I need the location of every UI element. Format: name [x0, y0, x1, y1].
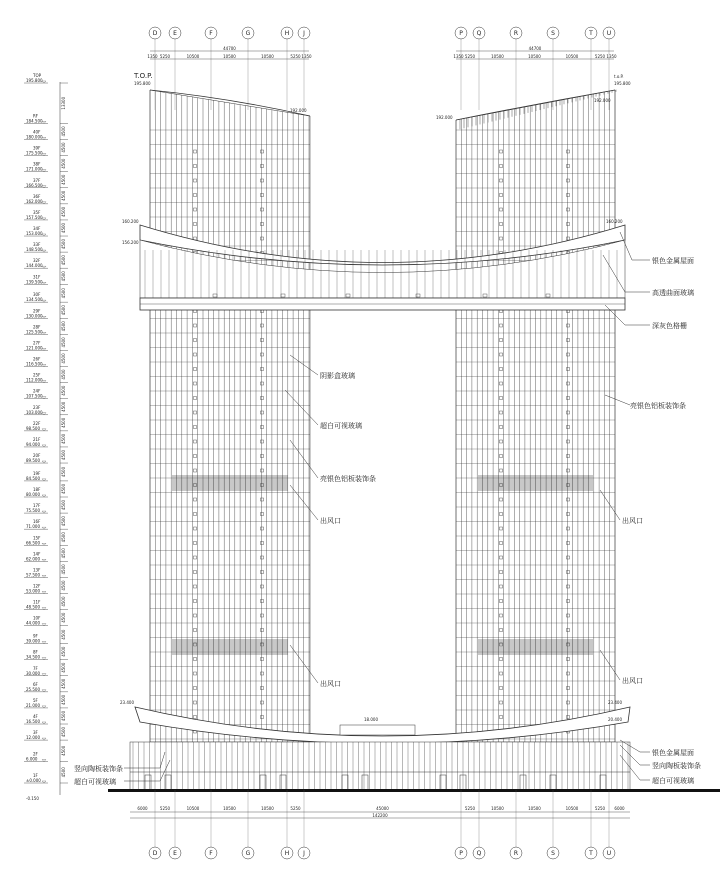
dim-span: 1350 — [606, 54, 617, 59]
level-elev: 166.500 — [26, 182, 43, 188]
dim-span: 10500 — [565, 806, 579, 811]
level-elev: ±0.000 — [26, 778, 41, 783]
level-name: 31F — [33, 274, 41, 280]
level-elev: 125.500 — [26, 329, 43, 335]
level-name: 10F — [33, 615, 41, 621]
axis-bubble-bottom-D — [149, 847, 161, 859]
level-name: 35F — [33, 209, 41, 215]
level-name: 4F — [33, 714, 38, 720]
level-spacing: 4500 — [61, 449, 66, 461]
level-spacing: 4500 — [61, 206, 66, 217]
ground-elev: -0.150 — [26, 796, 39, 801]
dim-span: 5250 — [464, 54, 476, 59]
podium-left-elev: 23.400 — [120, 700, 134, 705]
level-triangle-icon — [42, 624, 46, 626]
level-elev: 30.000 — [26, 670, 40, 676]
axis-bubble-bottom-S — [547, 847, 559, 859]
level-triangle-icon — [42, 266, 46, 268]
left-roof-low-elev: 192.000 — [290, 108, 307, 113]
level-name: 30F — [33, 292, 41, 298]
level-triangle-icon — [42, 690, 46, 692]
dim-span: 10500 — [528, 54, 541, 59]
level-name: 18F — [33, 487, 41, 492]
axis-bubble-bottom-T — [585, 847, 597, 859]
axis-bubble-top-U — [603, 27, 615, 39]
level-spacing: 4500 — [61, 710, 66, 722]
level-name: 14F — [33, 551, 41, 557]
level-elev: 180.000 — [26, 134, 43, 140]
level-triangle-icon — [42, 608, 46, 610]
level-spacing: 4500 — [61, 564, 66, 575]
axis-bubble-top-D — [149, 27, 161, 39]
axis-label: G — [245, 30, 251, 38]
level-elev: 66.500 — [26, 540, 40, 546]
level-spacing: 4500 — [61, 255, 66, 266]
level-spacing: 4500 — [61, 580, 66, 591]
level-triangle-icon — [42, 332, 46, 334]
level-triangle-icon — [42, 592, 46, 594]
dim-span: 10500 — [261, 806, 274, 811]
ground-line — [108, 789, 720, 792]
level-elev: 153.000 — [26, 231, 43, 237]
level-triangle-icon — [42, 381, 46, 383]
level-name: 8F — [33, 649, 38, 655]
level-scale — [24, 73, 68, 801]
level-elev: 121.000 — [26, 345, 43, 351]
label-aluminum-strip-right: 亮银色铝板装饰条 — [630, 402, 686, 410]
level-spacing: 4500 — [61, 190, 66, 201]
level-spacing: 4500 — [61, 466, 66, 478]
level-triangle-icon — [42, 706, 46, 708]
level-elev: 130.000 — [26, 313, 43, 319]
bridge-top-right-elev: 160.200 — [606, 219, 623, 224]
axis-label: U — [606, 30, 612, 38]
level-name: 23F — [33, 404, 41, 410]
level-triangle-icon — [42, 348, 46, 350]
label-air-outlet-center-upper: 出风口 — [320, 517, 341, 525]
level-name: 22F — [33, 420, 41, 426]
level-elev: 94.000 — [26, 441, 40, 447]
dim-span: 6000 — [137, 806, 148, 811]
right-roof-mid-elev: 192.000 — [594, 98, 611, 103]
podium-right-low-elev: 20.400 — [608, 717, 622, 722]
level-triangle-icon — [42, 511, 46, 513]
level-elev: 48.500 — [26, 604, 40, 610]
level-name: 25F — [33, 372, 41, 378]
level-spacing: 4500 — [61, 238, 66, 250]
level-elev: 57.500 — [26, 572, 40, 578]
axis-bubble-top-G — [242, 27, 254, 39]
level-triangle-icon — [42, 154, 46, 156]
level-elev: 75.500 — [26, 508, 40, 514]
level-spacing: 4500 — [61, 612, 66, 623]
level-elev: 12.000 — [26, 735, 40, 741]
level-elev: 116.500 — [26, 361, 43, 367]
axis-bubble-top-T — [585, 27, 597, 39]
dim-span: 10500 — [223, 806, 236, 811]
right-roof-low-elev: 192.000 — [436, 115, 453, 120]
axis-label: D — [152, 850, 158, 858]
level-spacing: 4500 — [61, 678, 66, 689]
level-triangle-icon — [42, 738, 46, 740]
dim-span: 5250 — [159, 806, 171, 811]
dim-span: 45000 — [376, 806, 389, 811]
level-elev: 148.500 — [26, 247, 43, 253]
top-left-elev: 195.800 — [134, 81, 151, 86]
dim-span: 5250 — [290, 806, 301, 811]
level-spacing: 4500 — [61, 126, 66, 137]
axis-bubble-top-H — [281, 27, 293, 39]
level-triangle-icon — [42, 722, 46, 724]
level-elev: 195.800 — [26, 78, 43, 84]
level-elev: 71.000 — [26, 524, 40, 530]
level-name: 16F — [33, 519, 41, 525]
level-spacing: 4500 — [61, 433, 66, 444]
level-triangle-icon — [42, 658, 46, 660]
level-name: 11F — [33, 599, 41, 605]
dim-span: 10500 — [528, 806, 541, 811]
level-name: TOP — [33, 73, 42, 79]
axis-label: E — [173, 850, 177, 858]
podium-wall — [130, 742, 630, 790]
axis-bubble-top-R — [510, 27, 522, 39]
bridge-top-left-elev: 160.200 — [122, 219, 139, 224]
axis-label: R — [513, 30, 519, 38]
label-terracotta-strip-right: 竖向陶板装饰条 — [652, 762, 701, 770]
axis-label: S — [551, 850, 555, 858]
label-ultra-white-glass-left: 超白可视玻璃 — [74, 778, 116, 786]
level-name: 24F — [33, 388, 41, 394]
level-elev: 171.000 — [26, 166, 43, 172]
level-name: 15F — [33, 535, 41, 541]
level-name: 17F — [33, 503, 41, 509]
level-triangle-icon — [42, 170, 46, 172]
level-name: 20F — [33, 453, 41, 459]
axis-label: F — [209, 850, 213, 858]
left-tower — [150, 90, 310, 742]
level-spacing: 4500 — [61, 401, 66, 412]
level-name: 9F — [33, 633, 38, 639]
bridge-low-left-elev: 156.200 — [122, 240, 139, 245]
level-spacing: 4500 — [61, 369, 66, 380]
level-name: 3F — [33, 730, 38, 736]
level-triangle-icon — [42, 559, 46, 561]
axis-bubble-bottom-Q — [473, 847, 485, 859]
level-spacing: 4500 — [61, 305, 66, 316]
level-spacing: 4500 — [61, 158, 66, 169]
level-triangle-icon — [42, 674, 46, 676]
level-elev: 175.500 — [26, 150, 43, 156]
label-high-transparent-curved-glass: 高透曲面玻璃 — [652, 289, 694, 297]
level-elev: 6.000 — [26, 756, 38, 762]
axis-label: G — [245, 850, 251, 858]
level-name: 37F — [33, 177, 41, 183]
level-triangle-icon — [42, 495, 46, 497]
level-triangle-icon — [42, 575, 46, 577]
level-triangle-icon — [42, 461, 46, 463]
dim-span: 1350 — [453, 54, 464, 59]
dim-span: 1350 — [147, 54, 158, 59]
level-elev: 21.000 — [26, 702, 40, 708]
level-name: 26F — [33, 356, 41, 362]
level-triangle-icon — [42, 527, 46, 529]
level-elev: 25.500 — [26, 686, 40, 692]
level-elev: 134.500 — [26, 297, 43, 303]
level-name: 21F — [33, 436, 41, 442]
level-triangle-icon — [42, 365, 46, 367]
level-spacing: 4500 — [61, 337, 66, 348]
axis-bubble-top-E — [169, 27, 181, 39]
dim-span: 10500 — [223, 54, 236, 59]
level-elev: 89.500 — [26, 458, 40, 464]
level-spacing: 4500 — [61, 483, 66, 495]
podium-center-elev: 18.000 — [364, 717, 378, 722]
level-triangle-icon — [42, 138, 46, 140]
axis-label: H — [284, 30, 290, 38]
axis-bubble-bottom-F — [205, 847, 217, 859]
level-triangle-icon — [42, 234, 46, 236]
axis-label: Q — [476, 850, 482, 858]
level-name: 2F — [33, 751, 38, 757]
axis-bubble-bottom-U — [603, 847, 615, 859]
building-elevation — [108, 90, 720, 792]
level-name: 7F — [33, 665, 38, 671]
axis-label: R — [513, 850, 519, 858]
level-elev: 44.000 — [26, 620, 40, 626]
level-triangle-icon — [42, 543, 46, 545]
dim-span: 10500 — [261, 54, 274, 59]
dim-span: 10500 — [491, 54, 504, 59]
axis-label: E — [173, 30, 177, 38]
level-spacing: 4500 — [61, 222, 66, 234]
level-triangle-icon — [42, 250, 46, 252]
label-ultra-white-glass-right: 超白可视玻璃 — [652, 777, 694, 785]
level-triangle-icon — [42, 282, 46, 284]
level-elev: 184.500 — [26, 118, 43, 124]
top-right-elev: 195.800 — [614, 81, 631, 86]
level-elev: 84.500 — [26, 475, 40, 481]
level-name: 5F — [33, 697, 38, 703]
level-name: 13F — [33, 567, 41, 573]
axis-bubble-top-P — [455, 27, 467, 39]
label-aluminum-strip-center: 亮银色铝板装饰条 — [320, 475, 376, 483]
right-tower — [456, 90, 615, 742]
level-elev: 112.000 — [26, 377, 43, 383]
level-triangle-icon — [42, 81, 46, 83]
level-name: 32F — [33, 258, 41, 264]
level-name: 19F — [33, 470, 41, 476]
level-elev: 39.000 — [26, 638, 40, 644]
dim-span: 10500 — [186, 54, 200, 59]
level-elev: 139.500 — [26, 279, 43, 285]
axis-label: J — [303, 850, 305, 858]
level-spacing: 4500 — [61, 353, 66, 364]
axis-bubble-bottom-R — [510, 847, 522, 859]
label-terracotta-strip-left: 竖向陶板装饰条 — [74, 765, 123, 773]
dim-total: 44700 — [528, 46, 542, 51]
level-name: 29F — [33, 308, 41, 314]
level-name: 33F — [33, 242, 41, 248]
label-air-outlet-right-lower: 出风口 — [622, 677, 643, 685]
level-name: 39F — [33, 145, 41, 151]
dim-span: 5250 — [290, 54, 301, 59]
level-elev: 157.500 — [26, 214, 43, 220]
level-spacing: 13300 — [61, 96, 66, 110]
level-spacing: 4500 — [61, 548, 66, 559]
level-triangle-icon — [42, 316, 46, 318]
dim-span: 10500 — [565, 54, 579, 59]
axis-label: U — [606, 850, 612, 858]
level-elev: 107.500 — [26, 393, 43, 399]
podium-center-box — [340, 725, 415, 735]
level-name: 27F — [33, 340, 41, 346]
dim-span: 5250 — [594, 806, 606, 811]
level-triangle-icon — [42, 186, 46, 188]
dim-span: 6000 — [614, 806, 625, 811]
level-spacing: 4500 — [61, 694, 66, 705]
level-elev: 98.500 — [26, 425, 40, 431]
axis-label: D — [152, 30, 158, 38]
dim-span: 5250 — [594, 54, 606, 59]
axis-bubble-top-F — [205, 27, 217, 39]
level-elev: 144.000 — [26, 263, 43, 269]
level-elev: 162.000 — [26, 198, 43, 204]
label-silver-metal-roof-podium: 银色金属屋面 — [652, 749, 694, 757]
label-air-outlet-center-lower: 出风口 — [320, 680, 341, 688]
level-spacing: 4500 — [61, 271, 66, 282]
level-spacing: 4500 — [61, 767, 66, 778]
label-dark-grey-grille: 深灰色格栅 — [652, 322, 687, 330]
level-spacing: 4500 — [61, 745, 66, 756]
level-triangle-icon — [42, 218, 46, 220]
dim-span: 1350 — [301, 54, 312, 59]
axis-label: H — [284, 850, 290, 858]
level-spacing: 4500 — [61, 646, 66, 657]
level-spacing: 4500 — [61, 596, 66, 607]
label-silver-metal-roof: 银色金属屋面 — [652, 257, 694, 265]
axis-label: T — [589, 850, 593, 858]
dim-total: 44700 — [223, 46, 236, 51]
dim-span: 5250 — [159, 54, 171, 59]
axis-label: P — [459, 850, 463, 858]
level-name: 6F — [33, 681, 38, 687]
level-name: 12F — [33, 583, 41, 589]
axis-label: J — [303, 30, 305, 38]
axis-label: Q — [476, 30, 482, 38]
level-triangle-icon — [42, 121, 46, 123]
level-name: 28F — [33, 324, 41, 330]
level-spacing: 4500 — [61, 629, 66, 640]
top-left-title: T.O.P. — [134, 72, 153, 80]
level-spacing: 4500 — [61, 516, 66, 527]
level-triangle-icon — [42, 413, 46, 415]
level-triangle-icon — [42, 300, 46, 302]
axis-label: P — [459, 30, 463, 38]
level-name: 40F — [33, 129, 41, 135]
level-spacing: 4500 — [61, 288, 66, 299]
level-elev: 103.000 — [26, 409, 43, 415]
level-triangle-icon — [42, 397, 46, 399]
level-elev: 80.000 — [26, 492, 40, 497]
axis-bubble-top-Q — [473, 27, 485, 39]
axis-label: S — [551, 30, 555, 38]
level-elev: 16.500 — [26, 719, 40, 725]
podium-right-elev: 23.400 — [608, 700, 622, 705]
axis-bubble-bottom-P — [455, 847, 467, 859]
axis-label: F — [209, 30, 213, 38]
level-spacing: 4500 — [61, 321, 66, 332]
axis-bubble-bottom-E — [169, 847, 181, 859]
label-shadow-box-glass: 阴影盒玻璃 — [320, 372, 355, 380]
level-spacing: 4500 — [61, 417, 66, 428]
axis-label: T — [589, 30, 593, 38]
level-spacing: 4500 — [61, 726, 66, 738]
dim-span: 10500 — [491, 806, 504, 811]
axis-bubble-bottom-J — [298, 847, 310, 859]
level-name: 1F — [33, 773, 38, 778]
level-name: RF — [33, 113, 39, 119]
axis-bubble-top-J — [298, 27, 310, 39]
level-spacing: 4500 — [61, 174, 66, 185]
label-air-outlet-right-upper: 出风口 — [622, 517, 643, 525]
level-name: 38F — [33, 161, 41, 167]
top-right-title: t.o.P. — [614, 74, 624, 79]
level-name: 34F — [33, 226, 41, 232]
level-elev: 34.500 — [26, 654, 40, 660]
level-spacing: 4500 — [61, 142, 66, 153]
level-elev: 53.000 — [26, 588, 40, 594]
level-spacing: 4500 — [61, 662, 66, 673]
level-triangle-icon — [42, 445, 46, 447]
level-spacing: 4500 — [61, 385, 66, 396]
dim-span: 5250 — [464, 806, 476, 811]
axis-bubble-top-S — [547, 27, 559, 39]
level-elev: 62.000 — [26, 556, 40, 562]
level-spacing: 4500 — [61, 499, 66, 511]
level-triangle-icon — [42, 429, 46, 431]
level-triangle-icon — [42, 202, 46, 204]
dim-total: 142200 — [372, 813, 388, 818]
level-name: 36F — [33, 193, 41, 199]
axis-bubble-bottom-G — [242, 847, 254, 859]
level-triangle-icon — [42, 760, 46, 762]
level-spacing: 4500 — [61, 532, 66, 543]
axis-bubble-bottom-H — [281, 847, 293, 859]
dim-span: 10500 — [186, 806, 200, 811]
level-triangle-icon — [42, 642, 46, 644]
level-triangle-icon — [42, 781, 46, 783]
label-ultra-white-glass-center: 超白可视玻璃 — [320, 422, 362, 430]
level-triangle-icon — [42, 479, 46, 481]
